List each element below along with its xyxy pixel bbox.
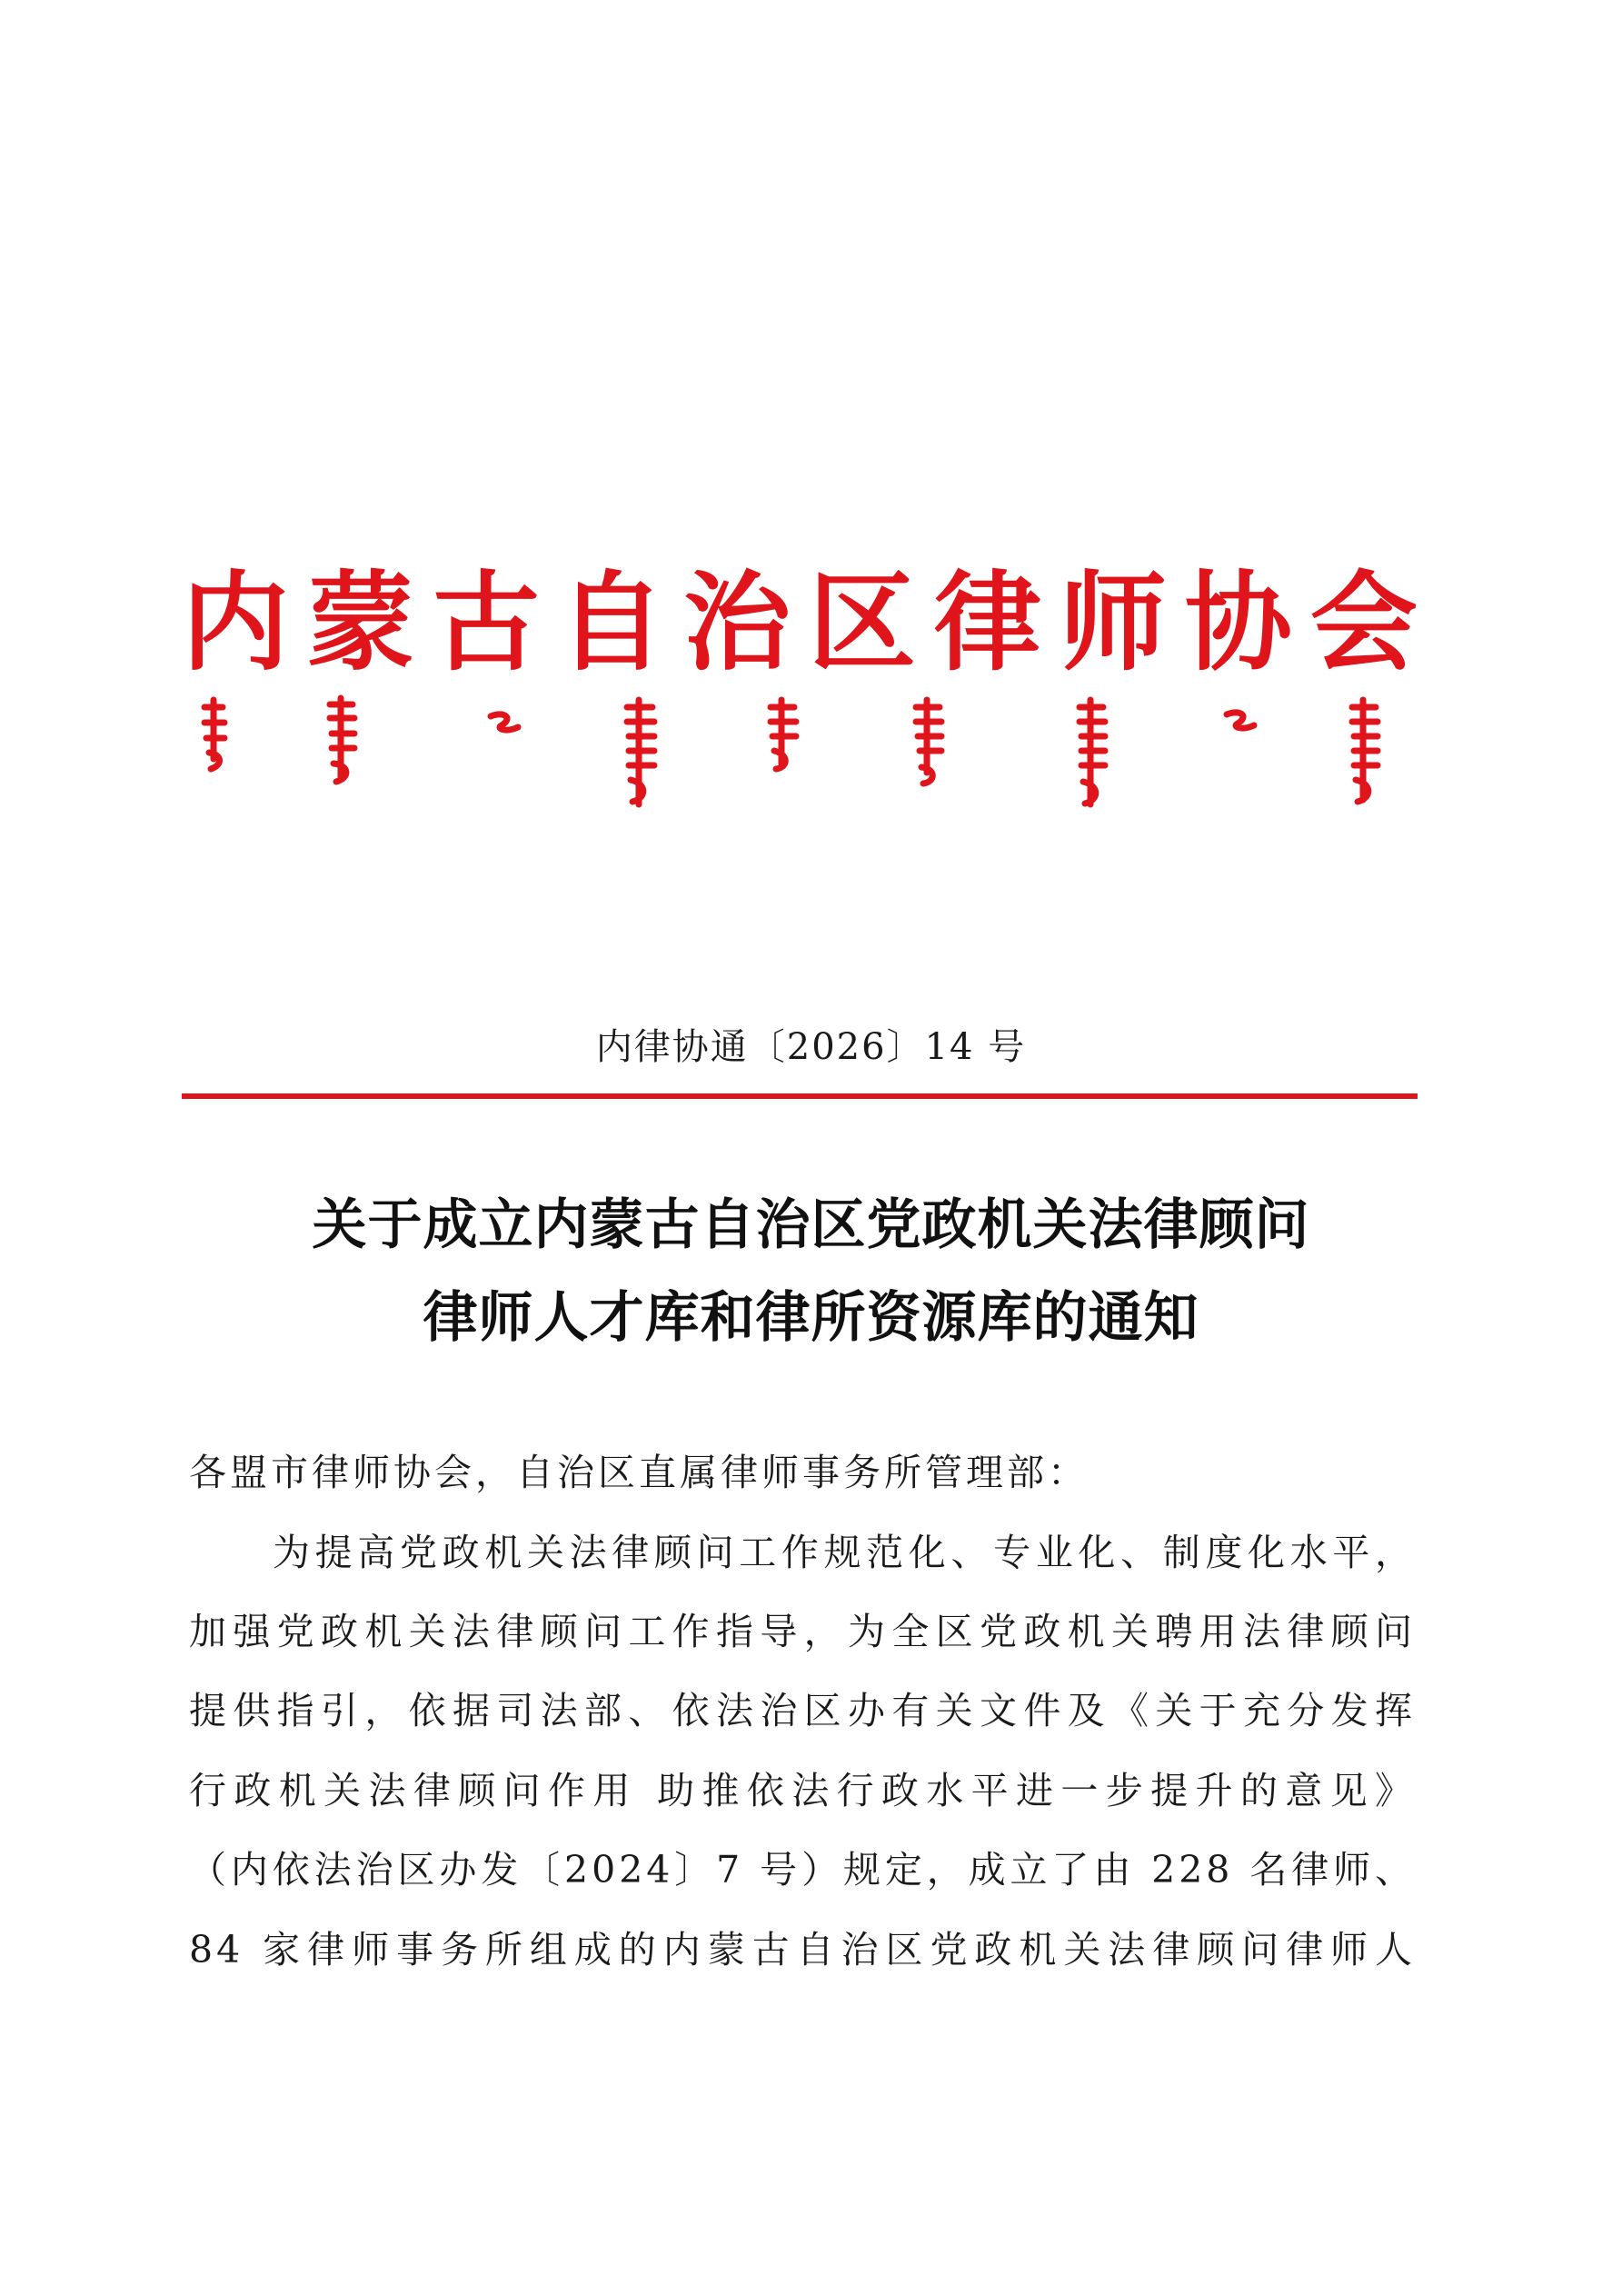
body-paragraph-line: （内依法治区办发〔2024〕7 号）规定，成立了由 228 名律师、 xyxy=(189,1848,1416,1892)
body-paragraph-line: 提供指引，依据司法部、依法治区办有关文件及《关于充分发挥 xyxy=(189,1689,1416,1732)
masthead-char: 蒙 xyxy=(306,560,414,685)
document-number: 内律协通〔2026〕14 号 xyxy=(595,1026,1027,1068)
salutation: 各盟市律师协会，自治区直属律师事务所管理部： xyxy=(189,1451,1089,1494)
document-title-line-2: 律师人才库和律所资源库的通知 xyxy=(423,1286,1199,1350)
masthead-char: 古 xyxy=(432,560,540,685)
masthead-char: 内 xyxy=(182,560,290,685)
body-paragraph-line: 为提高党政机关法律顾问工作规范化、专业化、制度化水平， xyxy=(273,1531,1416,1574)
masthead-char: 自 xyxy=(557,560,665,685)
masthead-char: 律 xyxy=(933,560,1041,685)
document-title-line-1: 关于成立内蒙古自治区党政机关法律顾问 xyxy=(312,1193,1310,1257)
org-masthead xyxy=(182,554,1418,691)
masthead-char: 协 xyxy=(1184,560,1292,685)
body-paragraph-line: 行政机关法律顾问作用 助推依法行政水平进一步提升的意见》 xyxy=(189,1769,1416,1812)
masthead-char: 师 xyxy=(1059,560,1167,685)
masthead-char: 治 xyxy=(682,560,791,685)
red-separator-rule xyxy=(182,1093,1418,1099)
masthead-char: 区 xyxy=(808,560,916,685)
mongolian-org-name xyxy=(182,691,1418,809)
masthead-char: 会 xyxy=(1309,560,1418,685)
body-paragraph-line: 加强党政机关法律顾问工作指导，为全区党政机关聘用法律顾问 xyxy=(189,1610,1416,1653)
body-paragraph-line: 84 家律师事务所组成的内蒙古自治区党政机关法律顾问律师人 xyxy=(189,1928,1416,1972)
